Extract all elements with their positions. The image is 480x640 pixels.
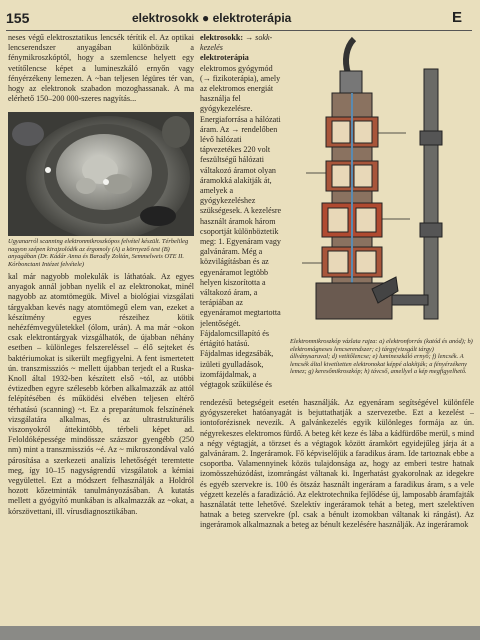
sem-photo-image [8,112,194,236]
microscope-diagram [286,33,476,335]
photo-caption: Ugyanarról scanning elektronmikroszkópos felvétel készült. Térbelileg nagyon szépen kirajzolódik az érgomoly (A) a környező test (B) anyagában (Dr. Kádár Anna és Baradly Zoltán, Semmelweis OTE II. Kórbonctani Intézet felvétele) [8,238,189,268]
drawing-caption: Elektronmikroszkóp vázlata rajza: a) elektronforrás (katód és anód); b) elektromágneses lencserendszer; c) tárgy(vizsgált tárgy) állványsaruval; d) vetítőlencse; e) lumineszkáló ernyő; f) lencsék. A lencsék által kivetítetten elektronokat képpé alakítják; a fényérzékeny lemez; g) keresőmikroszkóp; h) távcső, amellyel a kép megfigyelhető. [290,338,473,376]
entry-body: → sokk-kezelés [200,33,273,53]
middle-column [200,33,284,397]
section-letter: E [452,9,463,26]
entry-body: elektromos gyógymód (→ fizikoterápia), amely az elektromos energiát használja fel gyógykezelésre. Energiaforrása a hálózati áram. Az → rendelőben lévő hálózati tápvezetékes 220 volt feszültségű hálózati váltakozó áramot olyan áramokká alakítják át, amelyek a gyógykezeléshez szükségesek. A kezelésre használt áramok három csoportját különböztetik meg: 1. Egyenáram vagy galvánáram. Még a közvilágításban és az egyenáramot legtöbb helyen kiszorította a váltakozó áram, a terápiában az egyenáramot megtartotta jelentőségét. Fájdalomcsillapító és értágító hatású. Fájdalmas idegzsábák, izületi gyulladások, izomfájdalmak, a végtagok szűkülése és [200,63,282,389]
left-top-paragraph: neses végű elektrosztatikus lencsék térítik el. Az optikai lencserendszer anyagában különbözik a fénymikroszkóptól, hogy a szemlencse helyett egy vetítőlencse képet a lumineszkáló ernyőn vagy fényérzékeny lemezen. A ~ban teljesen légüres tér van, hogy az elektronok szabadon mozoghassanak. A ma elérhető 150–200 000-szeres nagyítás... [8,33,194,104]
entry-elektroterapia [200,53,284,390]
microscope-drawing [286,33,476,335]
page-header [0,8,480,30]
entry-headword: elektrosokk: [200,33,244,42]
right-body-paragraph: rendezésű betegségeit esetén használják. Az egyenáram segítségével különféle gyógyszereket hatóanyagát is bejuttathatják a szervezetbe. Ezt a kezelést –iontoforézisnek nevezik. A galvánkezelés egyik különleges formája az ún. négyrekeszes elektromos fürdő. A beteg két keze és lába a kádfürdőbe merül, s mind a négy végtagját, a törzset és a végtagok között áramkört egyidejűleg járja át a galvánáram. 2. Ingeráramok. Fő képviselőjük a faradikus áram. Ide tartoznak ebbe a csoportba. Valamennyinek közös tulajdonsága az, hogy az emberi testre hatnak izomösszehúzódást, izomrángást váltanak ki. Ingerhatást gyakorolnak az idegekre és egyéb szervekre is. 100 és ötszáz használt ingeráram a faradikus áram, s a vele végzett kezelés a faradizáció. Az elektrotechnika fejlődése új, lamposabb áramfajták használatát tette lehetővé. Szelektív ingeráramok tehát a beteg, mert szelektíven hatnak a beteg szervekre (pl. csak a bénult izomokban váltanak ki rángást). Az ingeráramok alkalmaznak a beteg az bénult kezelésére használják. Az ingeráramok [200,398,474,530]
entry-elektrosokk [200,33,284,53]
sem-photo [8,112,194,236]
page-bottom-edge [0,626,480,640]
entry-headword: elektroterápia [200,53,249,63]
left-body-text [8,272,194,624]
header-rule [6,30,472,31]
running-title: elektrosokk ● elektroterápia [132,11,292,25]
right-body-text [200,398,474,624]
left-top-text [8,33,194,111]
page-number: 155 [6,10,30,26]
left-body-paragraph: kal már nagyobb molekulák is láthatóak. Az egyes anyagok annál jobban nyelik el az elektronokat, minél nagyobb az atomtömegük. Mivel a biológiai vizsgálati tárgyakban kevés nagy atomtömegű elem van, ezeket a készítmény egyes részeihez kötik nehézfémvegyületekkel (ólom, urán). A ma már ~okon csak elektrontárgyak vizsgálhatók, de újabban néhány esetben – különleges felszereléssel – élő sejteket és baktériumokat is sikerült megfigyelni. A fent ismertetett ún. transzmissziós ~ mellett újabban terjedt el a Ruska-Knoll által 1932-ben készített első ~tól, az utóbbi évtizedben egyre szélesebb körben alkalmazzák az attól felépítésében és működési elvében teljesen eltérő térhatású (scanning) ~t. Ez a preparátumok felszínének vizsgálatára alkalmas, és az ultrastrukturális viszonyokról áttekintőbb, térbeli képet ad. Feloldóképessége mindössze százszor gyengébb (250 nm) mint a transzmissziós ~é. Az ~ mikroszondával való párosítása a szerkezeti analízis lehetőségét teremtette meg, így 10–15 nagyságrendű vizsgálatok a kémiai vegyülettel. Ezt a módszert felhasználják a Holdról hozott kőzetminták tanulmányozásában. A kutatás mellett a gyógyító munkában is alkalmazzák az ~okat, a kórszövettani, ill. vírusdiagnosztikában. [8,272,194,516]
